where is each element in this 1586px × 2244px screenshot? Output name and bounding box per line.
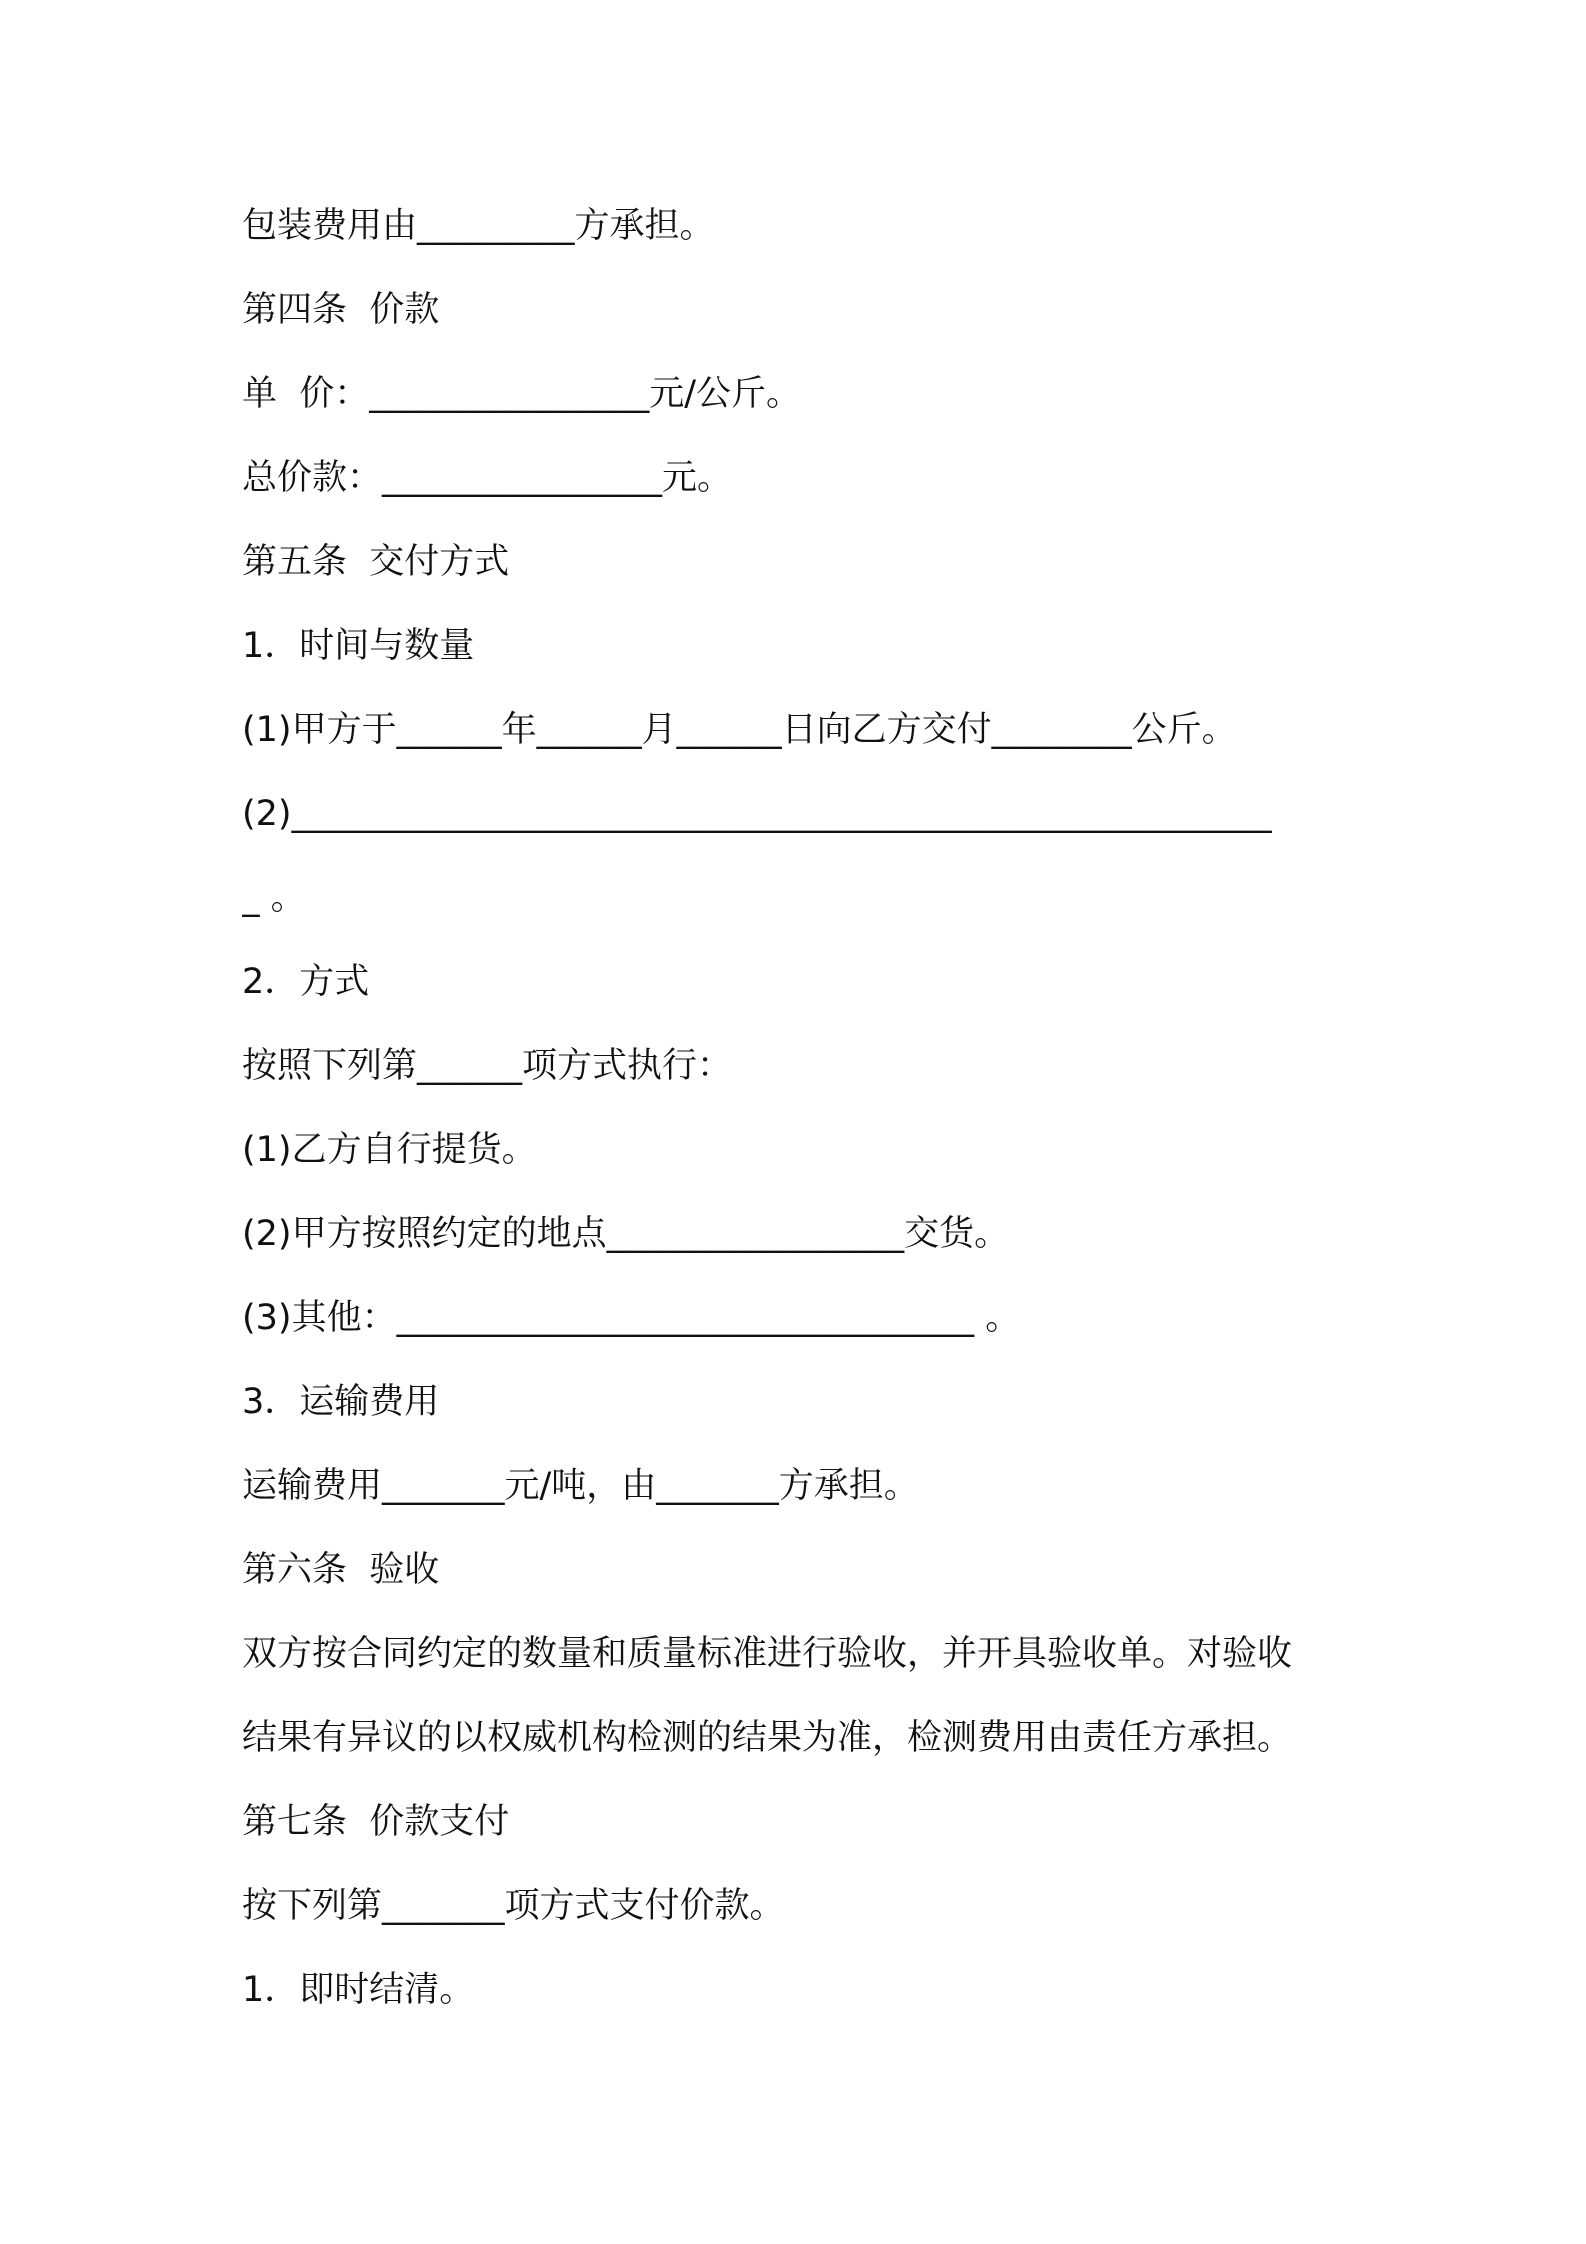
delivery-other-line: (2)________________________________________________________ (242, 794, 1272, 834)
method-option-1: (1)乙方自行提货。 (242, 1130, 537, 1170)
transport-fee-heading: 3．运输费用 (242, 1382, 440, 1422)
time-quantity-heading: 1．时间与数量 (242, 626, 475, 666)
method-heading: 2．方式 (242, 962, 370, 1002)
packaging-fee-line: 包装费用由_________方承担。 (242, 206, 715, 246)
transport-fee-line: 运输费用_______元/吨，由_______方承担。 (242, 1466, 919, 1506)
article-6-heading: 第六条 验收 (242, 1550, 440, 1590)
payment-option-1: 1．即时结清。 (242, 1970, 475, 2010)
payment-choice-line: 按下列第_______项方式支付价款。 (242, 1886, 785, 1926)
method-option-3: (3)其他：_________________________________ 。 (242, 1298, 1021, 1338)
unit-price-line: 单 价：________________元/公斤。 (242, 374, 802, 414)
acceptance-paragraph-line-1: 双方按合同约定的数量和质量标准进行验收，并开具验收单。对验收 (242, 1634, 1293, 1674)
delivery-other-line-end: _ 。 (242, 878, 306, 918)
acceptance-paragraph-line-2: 结果有异议的以权威机构检测的结果为准，检测费用由责任方承担。 (242, 1718, 1293, 1758)
total-price-line: 总价款：________________元。 (242, 458, 733, 498)
article-4-heading: 第四条 价款 (242, 290, 440, 330)
method-choice-line: 按照下列第______项方式执行： (242, 1046, 733, 1086)
delivery-date-line: (1)甲方于______年______月______日向乙方交付________公斤。 (242, 710, 1237, 750)
article-5-heading: 第五条 交付方式 (242, 542, 510, 582)
article-7-heading: 第七条 价款支付 (242, 1802, 510, 1842)
method-option-2: (2)甲方按照约定的地点_________________交货。 (242, 1214, 1010, 1254)
